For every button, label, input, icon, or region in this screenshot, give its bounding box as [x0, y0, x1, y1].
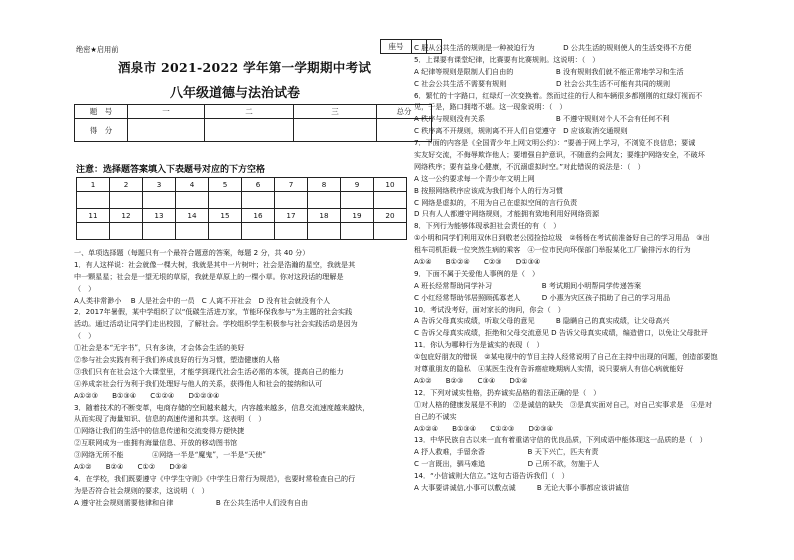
answer-number: 17: [275, 209, 308, 223]
answer-cell[interactable]: [242, 192, 275, 209]
question-line: 12．下列对诚实性格，扔弃诚实品格的看法正确的是（ ）: [414, 387, 601, 397]
question-line: C 服从公共生活的规则是一种被迫行为 D 公共生活的规则使人的生活变得不方便: [414, 43, 692, 52]
question-line: 自己的不诚实: [414, 411, 457, 421]
answer-number: 14: [176, 209, 209, 223]
question-line: 7．下面的内容是《全国青少年上网文明公约》：“要善于网上学习，不浏览不良信息；要诚: [414, 138, 696, 148]
question-line: D 只有人人都遵守网络规则，才能拥有致地利用好网络资源: [414, 209, 600, 219]
answer-number: 1: [77, 178, 110, 192]
answer-number: 9: [341, 178, 374, 192]
score-cell[interactable]: [205, 119, 294, 142]
answer-number: 13: [143, 209, 176, 223]
question-line: ①包庇好朋友的错误 ②某电视中的节目主持人经常说明了自己在主持中出现的问题，创造部要饱: [414, 352, 718, 362]
question-line: C 小红经常帮助邻居照顾孤寡老人 D 小惠为灾区孩子捐助了自己的学习用品: [414, 292, 671, 302]
question-line: 网络秩序；要有益身心健康，不沉溺虚拟时空。”对此错误的说法是：（ ）: [414, 161, 645, 171]
question-line: ①对人格的健康发展是不利的 ②是诚信的缺失 ③是真实面对自己，对自己实事求是 ④是对: [414, 399, 712, 409]
answer-number: 8: [308, 178, 341, 192]
left-question-column: [74, 247, 394, 509]
question-line: A 这一公约要求每一个青少年文明上网: [414, 173, 535, 183]
question-line: ①网络让我们的生活中的信息传递和交流变得方便快捷: [74, 426, 245, 436]
question-line: 1．有人这样说：社会就像一棵大树，我就是其中一片树叶；社会是浩瀚的星空，我就是其: [74, 259, 356, 269]
question-line: 从而实现了海量知识、信息的高速传递和共享。这表明（ ）: [74, 414, 266, 424]
question-line: A 大事要讲诚信,小事可以敷点诚 B 无论大事小事都应该讲诚信: [414, 482, 630, 492]
question-line: A人类非常渺小 B 人是社会中的一员 C 人离不开社会 D 没有社会就没有个人: [74, 295, 331, 305]
answer-number: 3: [143, 178, 176, 192]
exam-title: 酒泉市 2021-2022 学年第一学期期中考试: [118, 60, 372, 75]
answer-number: 15: [209, 209, 242, 223]
answer-number: 16: [242, 209, 275, 223]
secret-label: 绝密★启用前: [76, 45, 119, 54]
question-line: A 抒人救难，手留余香 B 天下兴亡，匹夫有责: [414, 447, 599, 457]
answer-number: 2: [110, 178, 143, 192]
question-line: ④养成亲社会行为利于我们处理好与他人的关系，获得他人和社会的接纳和认可: [74, 378, 323, 388]
score-header-cell: 总分: [377, 105, 432, 119]
answer-cell[interactable]: [275, 192, 308, 209]
question-line: A①④ B①②④ C②③ D①③④: [414, 257, 541, 267]
question-line: 3．随着技术的不断变革，电商存储的空间越来越大，内容越来越多，信息交流速度越来越快，: [74, 402, 370, 412]
question-line: ③网络无所不能 ④网络一半是“魔鬼”，一半是“天使”: [74, 450, 266, 460]
question-line: 9．下面不属于关爱他人事例的是（ ）: [414, 268, 540, 278]
answer-cell[interactable]: [176, 223, 209, 240]
question-line: A①② B②③ C③④ D①④: [414, 375, 528, 385]
answer-number: 20: [374, 209, 407, 223]
question-line: A①②④ B①③④ C①②③ D②③④: [414, 423, 554, 433]
question-line: ③我们只有在社会这个大课堂里，才能学到现代社会生活必需的本领，提高自己的能力: [74, 366, 344, 376]
question-line: 13．中华民族自古以来一直有着重诺守信的优良品质，下列成语中能体现这一品质的是（ ）: [414, 435, 707, 445]
notice-text: 注意：选择题答案填入下表题号对应的下方空格: [76, 165, 266, 175]
answer-cell[interactable]: [308, 223, 341, 240]
question-line: 5．上课要有课堂纪律，比赛要有比赛规则。这说明：（ ）: [414, 54, 600, 64]
question-line: A 纪律等规则是限制人们自由的 B 没有规则我们就不能正常地学习和生活: [414, 66, 684, 76]
question-line: A 秩序与规则没有关系 B 不遵守规则对个人不会有任何不利: [414, 114, 670, 124]
score-header-cell: 三: [294, 105, 377, 119]
question-line: ①社会是本“无字书”，只有多读，才会体会生活的美好: [74, 343, 245, 353]
question-line: 为是否符合社会规则的要求，这说明（ ）: [74, 485, 209, 495]
question-line: ②参与社会实践有利于我们养成良好的行为习惯，塑造健康的人格: [74, 355, 280, 365]
answer-cell[interactable]: [242, 223, 275, 240]
answer-grid: [76, 177, 407, 240]
question-line: 11．你认为哪种行为是诚实的表现（ ）: [414, 340, 544, 350]
answer-cell[interactable]: [209, 223, 242, 240]
answer-cell[interactable]: [143, 192, 176, 209]
answer-cell[interactable]: [110, 192, 143, 209]
answer-cell[interactable]: [143, 223, 176, 240]
question-line: A①②③ B①③④ C①②④ D①②③④: [74, 390, 220, 400]
answer-number: 18: [308, 209, 341, 223]
answer-number: 4: [176, 178, 209, 192]
exam-subtitle: 八年级道德与法治试卷: [170, 86, 301, 101]
answer-cell[interactable]: [341, 223, 374, 240]
question-line: 10．考试没考好，面对家长的询问，你会（ ）: [414, 304, 565, 314]
question-line: A 遵守社会规则需要他律和自律 B 在公共生活中人们没有自由: [74, 497, 309, 507]
answer-number: 19: [341, 209, 374, 223]
question-line: 中一颗星星；社会是一望无垠的草原，我就是草原上的一棵小草。你对这段话的理解是: [74, 271, 344, 281]
answer-cell[interactable]: [77, 223, 110, 240]
question-line: 14．“小信诚则大信立。”这句古语告诉我们（ ）: [414, 471, 569, 481]
question-line: 6．繁忙的十字路口，红绿灯一次变换着。然而过往的行人和车辆很多都刚刚的红绿灯视而不: [414, 90, 703, 100]
answer-cell[interactable]: [176, 192, 209, 209]
seat-label: 座号: [381, 40, 412, 54]
question-line: 租车司机拒载一位突然生病的乘客 ④一位市民向环保部门举报某化工厂偷排污水的行为: [414, 245, 691, 255]
answer-cell[interactable]: [275, 223, 308, 240]
score-header-cell: 二: [205, 105, 294, 119]
answer-cell[interactable]: [341, 192, 374, 209]
question-line: （ ）: [74, 331, 96, 341]
question-line: ①小明和同学们利用双休日到敬老公园捡拾垃圾 ②杨杨在考试前准备好自己的学习用品 ③出: [414, 233, 710, 243]
question-line: A①② B②④ C①② D③④: [74, 462, 188, 472]
question-line: 活动。通过活动让同学们走出校园，了解社会。学校组织学生积极参与社会实践活动是因为: [74, 319, 358, 329]
score-row-label: 得 分: [75, 119, 128, 142]
score-table: [74, 104, 432, 142]
question-line: 8．下列行为能够体现承担社会责任的有（ ）: [414, 221, 561, 231]
question-line: （ ）: [74, 283, 96, 293]
question-line: C 一言既出，驷马难追 D 己所不欲，勿施于人: [414, 459, 600, 469]
answer-number: 10: [374, 178, 407, 192]
question-line: 2．2017年暑假，某中学组织了以“低碳生活进万家，节能环保我参与”为主题的社会实践: [74, 307, 353, 317]
answer-number: 5: [209, 178, 242, 192]
answer-cell[interactable]: [77, 192, 110, 209]
question-line: 一、单项选择题（每题只有一个最符合题意的答案，每题 2 分，共 40 分）: [74, 248, 310, 257]
question-line: ②互联网成为一座拥有海量信息、开放的移动图书馆: [74, 438, 238, 448]
answer-cell[interactable]: [209, 192, 242, 209]
question-line: A 班长经常帮助同学补习 B 考试期间小明帮同学传递答案: [414, 280, 642, 290]
question-line: C 告诉父母真实成绩，拒绝和父母交流意见 D 告诉父母真实成绩，编造借口，以免让父母批评: [414, 328, 708, 338]
answer-cell[interactable]: [110, 223, 143, 240]
question-line: 对尊重朋友的隐私 ④某医生没有告诉癌症晚期病人实情，说只要病人有信心病就能好: [414, 364, 684, 374]
score-cell[interactable]: [294, 119, 377, 142]
answer-cell[interactable]: [374, 223, 407, 240]
question-line: B 按照网络秩序应该成为我们每个人的行为习惯: [414, 185, 563, 195]
question-line: C 秩序离不开规则，规则离不开人们自觉遵守 D 应该取消交通规则: [414, 126, 628, 136]
score-header-cell: 一: [128, 105, 205, 119]
question-line: 4．在学校，我们既要遵守《中学生守则》《中学生日常行为规范》，也要时常检查自己的行: [74, 473, 356, 483]
answer-cell[interactable]: [308, 192, 341, 209]
answer-cell[interactable]: [374, 192, 407, 209]
score-cell[interactable]: [128, 119, 205, 142]
question-line: 实友好交流，不侮辱欺诈他人；要增强自护意识，不随意约会网友；要维护网络安全，不破坏: [414, 150, 705, 160]
answer-number: 7: [275, 178, 308, 192]
score-header-cell: 题 号: [75, 105, 128, 119]
question-line: C 社会公共生活不需要有规则 D 社会公共生活不可能有共同的规则: [414, 78, 671, 88]
answer-number: 11: [77, 209, 110, 223]
question-line: A 告诉父母真实成绩，听取父母的意见 B 隐瞒自己的真实成绩，让父母高兴: [414, 316, 670, 326]
answer-number: 6: [242, 178, 275, 192]
question-line: C 网络是虚拟的，不用为自己在虚拟空间的言行负责: [414, 197, 578, 207]
right-question-column: [414, 42, 759, 494]
answer-number: 12: [110, 209, 143, 223]
question-line: 见，于是，路口拥堵不堪。这一现象说明：（ ）: [414, 102, 567, 112]
